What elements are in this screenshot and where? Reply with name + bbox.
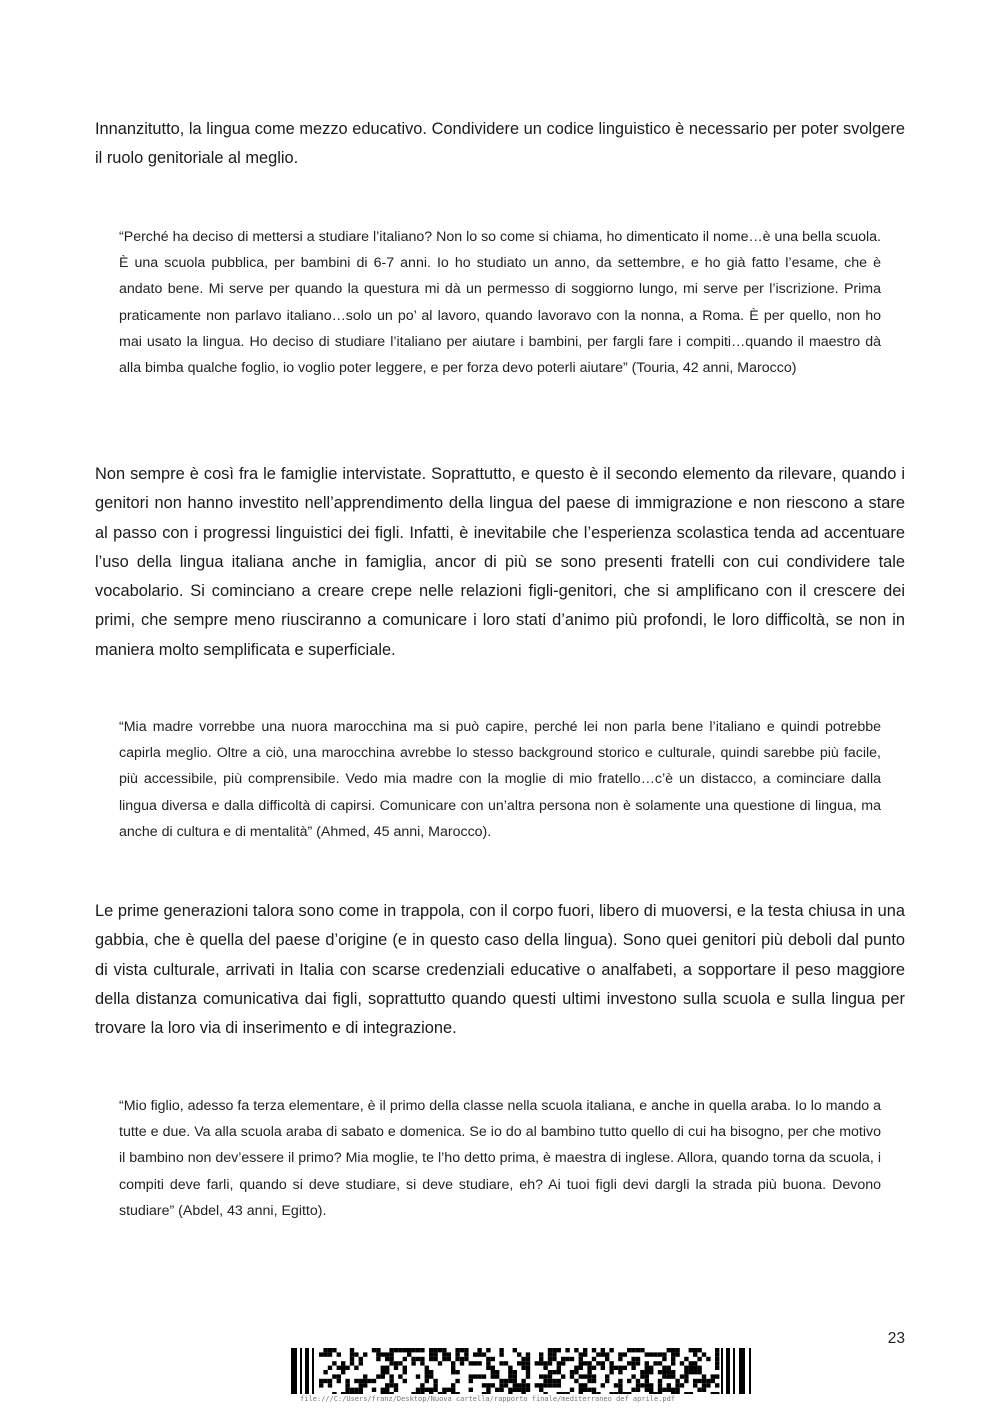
body-paragraph: Non sempre è così fra le famiglie intervistate. Soprattutto, e questo è il secondo elemento da rilevare, quando i genitori non hanno investito nell’apprendimento della lingua del paese di immigrazione e non riescono a stare al passo con i progressi linguistici dei figli. Infatti, è inevitabile che l’esperienza scolastica tenda ad accentuare l’uso della lingua italiana anche in famiglia, ancor di più se sono presenti fratelli con cui condividere tale vocabolario. Si cominciano a creare crepe nelle relazioni figli-genitori, che si amplificano con il crescere dei primi, che sempre meno riusciranno a comunicare i loro stati d’animo più profondi, le loro difficoltà, se non in maniera molto semplificata e superficiale. xyxy=(95,465,905,659)
body-paragraph: Le prime generazioni talora sono come in trappola, con il corpo fuori, libero di muoversi, e la testa chiusa in una gabbia, che è quella del paese d’origine (e in questo caso della lingua). Sono quei genitori più deboli dal punto di vista culturale, arrivati in Italia con scarse credenziali educative o analfabeti, a sopportare il peso maggiore della distanza comunicativa dai figli, soprattutto quando questi ultimi investono sulla scuola e sulla lingua per trovare la loro via di inserimento e di integrazione. xyxy=(95,902,905,1038)
barcode-caption: file:///C:/Users/franz/Desktop/Nuova cartella/rapporto finale/mediterraneo def aprile.pdf xyxy=(300,1395,676,1403)
interview-quote: “Mia madre vorrebbe una nuora marocchina ma si può capire, perché lei non parla bene l’italiano e quindi potrebbe capirla meglio. Oltre a ciò, una marocchina avrebbe lo stesso background storico e culturale, quindi sarebbe più facile, più accessibile, più comprensibile. Vedo mia madre con la moglie di mio fratello…c’è un distacco, a cominciare dalla lingua diversa e dalla difficoltà di capirsi. Comunicare con un’altra persona non è solamente una questione di lingua, ma anche di cultura e di mentalità” (Ahmed, 45 anni, Marocco). xyxy=(119,719,881,840)
interview-quote: “Perché ha deciso di mettersi a studiare l’italiano? Non lo so come si chiama, ho dimenticato il nome…è una bella scuola. È una scuola pubblica, per bambini di 6-7 anni. Io ho studiato un anno, da settembre, e ho già fatto l’esame, che è andato bene. Mi serve per quando la questura mi dà un permesso di soggiorno lungo, mi serve per l’iscrizione. Prima praticamente non parlavo italiano…solo un po’ al lavoro, quando lavoravo con la nonna, a Roma. È per quello, non ho mai usato la lingua. Ho deciso di studiare l’italiano per aiutare i bambini, per fargli fare i compiti…quando il maestro dà alla bimba qualche foglio, io voglio poter leggere, e per forza devo poterli aiutare” (Touria, 42 anni, Marocco) xyxy=(119,229,881,377)
interview-quote: “Mio figlio, adesso fa terza elementare, è il primo della classe nella scuola italiana, e anche in quella araba. Io lo mando a tutte e due. Va alla scuola araba di sabato e domenica. Se io do al bambino tutto quello di cui ha bisogno, per che motivo il bambino non dev’essere il primo? Mia moglie, te l’ho detto prima, è maestra di inglese. Allora, quando torna da scuola, i compiti deve farli, quando si deve studiare, si deve studiare, eh? Ai tuoi figli devi dargli la strada più buona. Devono studiare” (Abdel, 43 anni, Egitto). xyxy=(119,1098,881,1219)
body-paragraph: Innanzitutto, la lingua come mezzo educativo. Condividere un codice linguistico è necessario per poter svolgere il ruolo genitoriale al meglio. xyxy=(95,120,905,168)
page-number: 23 xyxy=(887,1330,905,1347)
barcode-image xyxy=(263,1348,767,1394)
